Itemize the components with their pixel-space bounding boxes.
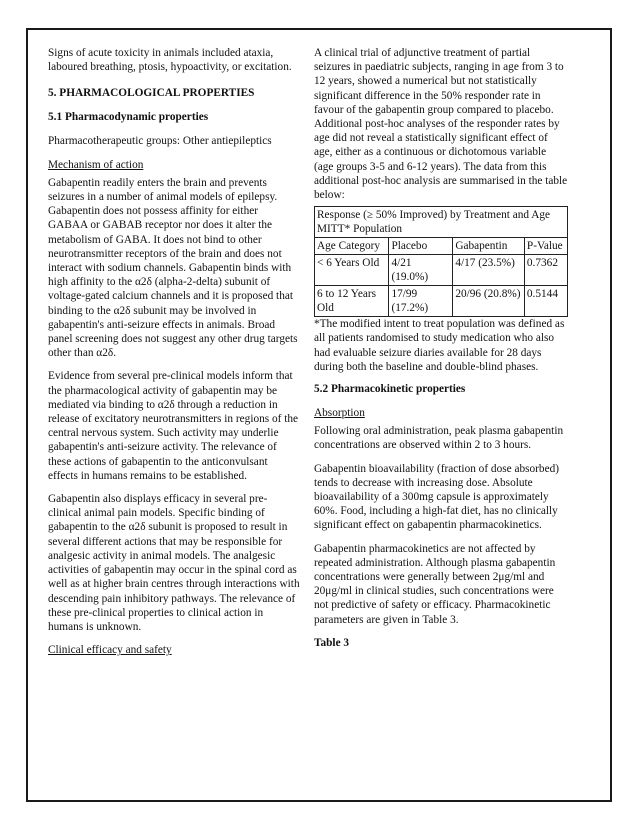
mitt-footnote: *The modified intent to treat population was defined as all patients randomised to study medication who also had evaluable seizure diaries available for 28 days during both the baseline and double-blind phases.: [314, 318, 565, 373]
response-table: [314, 206, 568, 317]
oral-admin-paragraph: Following oral administration, peak plasma gabapentin concentrations are observed within 2 to 3 hours.: [314, 425, 564, 452]
table-cell: 17/99 (17.2%): [389, 286, 453, 317]
mechanism-paragraph: Gabapentin readily enters the brain and prevents seizures in a number of animal models of epilepsy. Gabapentin does not possess affinity for either GABAA or GABAB receptor nor does it alter the metabolism of GABA. It does not bind to other neurotransmitter receptors of the brain and does not interact with sodium channels. Gabapentin binds with high affinity to the α2δ (alpha-2-delta) subunit of voltage-gated calcium channels and it is proposed that binding to the α2δ subunit may be involved in gabapentin's anti-seizure effects in animals. Broad panel screening does not suggest any other drug targets other than α2δ.: [48, 176, 298, 360]
left-column: [48, 46, 300, 666]
pharmacodynamic-heading: 5.1 Pharmacodynamic properties: [48, 111, 209, 124]
table-cell: < 6 Years Old: [315, 255, 389, 286]
bioavailability-paragraph: Gabapentin bioavailability (fraction of dose absorbed) tends to decrease with increasing dose. Absolute bioavailability of a 300mg capsule is approximately 60%. Food, including a high-fat diet, has no clinically significant effect on gabapentin pharmacokinetics.: [314, 462, 559, 532]
table-header-cell: P-Value: [524, 238, 567, 255]
table-row: [315, 255, 568, 286]
table-cell: 6 to 12 Years Old: [315, 286, 389, 317]
table-3-heading: Table 3: [314, 636, 350, 649]
pain-models-paragraph: Gabapentin also displays efficacy in several pre-clinical animal pain models. Specific binding of gabapentin to the α2δ subunit is proposed to result in several different actions that may be responsible for analgesic activity in animal models. The analgesic activities of gabapentin may occur in the spinal cord as well as at higher brain centres through interactions with descending pain inhibitory pathways. The relevance of these pre-clinical properties to clinical action in humans is unknown.: [48, 493, 300, 633]
mechanism-subheading: Mechanism of action: [48, 158, 144, 171]
right-column: [314, 46, 568, 660]
table-header-row: [315, 238, 568, 255]
table-caption-row: [315, 207, 568, 238]
repeated-admin-paragraph: Gabapentin pharmacokinetics are not affected by repeated administration. Although plasma gabapentin concentrations were generally between 2μg/ml and 20μg/ml in clinical studies, such concentrations were not predictive of safety or efficacy. Pharmacokinetic parameters are given in Table 3.: [314, 542, 556, 626]
pharmacokinetic-heading: 5.2 Pharmacokinetic properties: [314, 383, 466, 396]
table-cell: 0.7362: [524, 255, 567, 286]
toxicity-paragraph: Signs of acute toxicity in animals included ataxia, laboured breathing, ptosis, hypoactivity, or excitation.: [48, 47, 292, 74]
therapeutic-groups-paragraph: Pharmacotherapeutic groups: Other antiepileptics: [48, 135, 272, 148]
evidence-paragraph: Evidence from several pre-clinical models inform that the pharmacological activity of gabapentin may be mediated via binding to α2δ through a reduction in release of excitatory neurotransmitters in regions of the central nervous system. Such activity may underlie gabapentin's anti-seizure activity. The relevance of these actions of gabapentin to the anticonvulsant effects in humans remains to be established.: [48, 370, 299, 482]
absorption-subheading: Absorption: [314, 407, 365, 420]
table-header-cell: Placebo: [389, 238, 453, 255]
table-caption: Response (≥ 50% Improved) by Treatment and Age MITT* Population: [315, 207, 568, 238]
table-cell: 20/96 (20.8%): [453, 286, 525, 317]
clinical-efficacy-subheading: Clinical efficacy and safety: [48, 644, 172, 657]
table-cell: 4/21 (19.0%): [389, 255, 453, 286]
table-header-cell: Gabapentin: [453, 238, 525, 255]
table-header-cell: Age Category: [315, 238, 389, 255]
table-cell: 0.5144: [524, 286, 567, 317]
table-row: [315, 286, 568, 317]
section-5-heading: 5. PHARMACOLOGICAL PROPERTIES: [48, 87, 255, 100]
clinical-trial-paragraph: A clinical trial of adjunctive treatment of partial seizures in paediatric subjects, ranging in age from 3 to 12 years, showed a numerical but not statistically significant difference in the 50% responder rate in favour of the gabapentin group compared to placebo. Additional post-hoc analyses of the responder rates by age did not reveal a statistically significant effect of age, either as a continuous or dichotomous variable (age groups 3-5 and 6-12 years). The data from this additional post-hoc analysis are summarised in the table below:: [314, 47, 568, 202]
table-cell: 4/17 (23.5%): [453, 255, 525, 286]
